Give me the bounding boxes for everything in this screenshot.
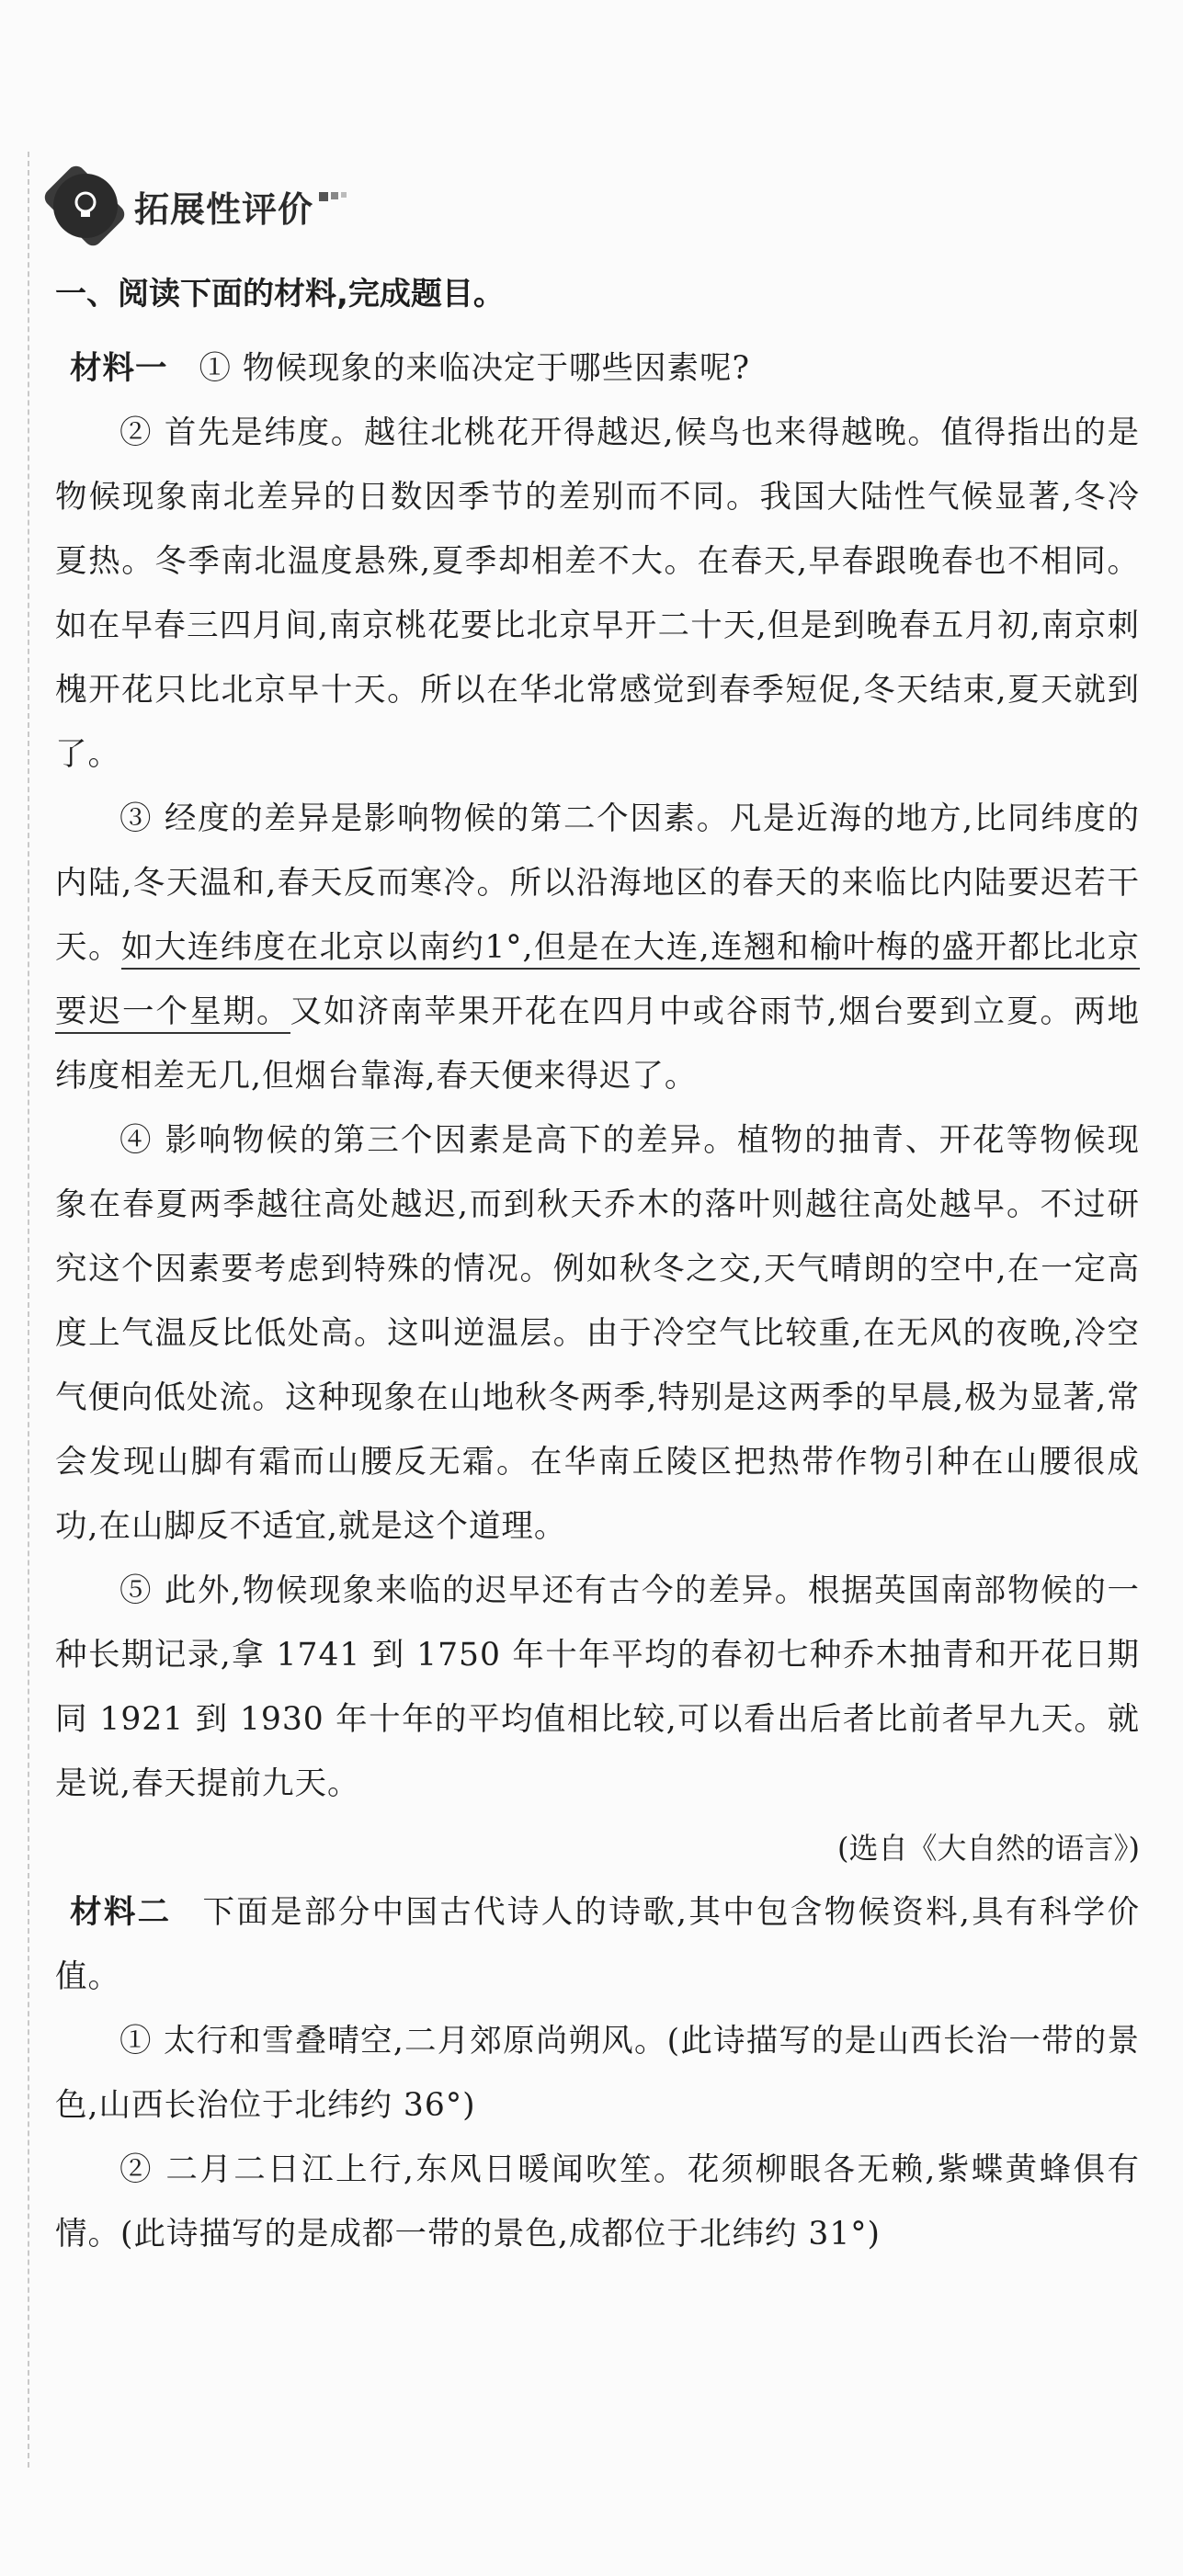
material2-intro-text: 下面是部分中国古代诗人的诗歌,其中包含物候资料,具有科学价值。 (55, 1894, 1141, 1995)
header-title: 拓展性评价 (134, 188, 314, 230)
material1-source: (选自《大自然的语言》) (837, 1831, 1140, 1866)
material1-p1-text: ① 物候现象的来临决定于哪些因素呢? (199, 350, 750, 387)
lightbulb-icon (53, 174, 118, 238)
material2-p1: ① 太行和雪叠晴空,二月郊原尚朔风。(此诗描写的是山西长治一带的景色,山西长治位于北纬约 36°) (55, 2023, 1140, 2124)
material1-p2: ② 首先是纬度。越往北桃花开得越迟,候鸟也来得越晚。值得指出的是物候现象南北差异的日数因季节的差别而不同。我国大陆性气候显著,冬冷夏热。冬季南北温度悬殊,夏季却相差不大。在春天,早春跟晚春也不相同。如在早春三四月间,南京桃花要比北京早开二十天,但是到晚春五月初,南京刺槐开花只比北京早十天。所以在华北常感觉到春季短促,冬天结束,夏天就到了。 (55, 414, 1140, 773)
decoration-squares (319, 192, 347, 201)
content (55, 267, 1140, 2266)
material1-p4: ④ 影响物候的第三个因素是高下的差异。植物的抽青、开花等物候现象在春夏两季越往高处越迟,而到秋天乔木的落叶则越往高处越早。不过研究这个因素要考虑到特殊的情况。例如秋冬之交,天气晴朗的空中,在一定高度上气温反比低处高。这叫逆温层。由于冷空气比较重,在无风的夜晚,冷空气便向低处流。这种现象在山地秋冬两季,特别是这两季的早晨,极为显著,常会发现山脚有霜而山腰反无霜。在华南丘陵区把热带作物引种在山腰很成功,在山脚反不适宜,就是这个道理。 (55, 1122, 1140, 1545)
material1-p1 (55, 336, 1140, 401)
material2-label: 材料二 (70, 1894, 172, 1931)
material1-p3-b: 又如济南苹果开花在四月中或谷雨节,烟台要到立夏。两地纬度相差无几,但烟台靠海,春天便来得迟了。 (55, 993, 1141, 1095)
section-header (53, 171, 347, 241)
material1-p3 (55, 787, 1140, 1108)
material1-p5: ⑤ 此外,物候现象来临的迟早还有古今的差异。根据英国南部物候的一种长期记录,拿 1741 到 1750 年十年平均的春初七种乔木抽青和开花日期同 1921 到 1930 年十年的平均值相比较,可以看出后者比前者早九天。就是说,春天提前九天。 (55, 1572, 1140, 1802)
margin-rule (28, 152, 29, 2468)
material2-intro (55, 1880, 1140, 2009)
material1-label: 材料一 (70, 350, 168, 387)
material1-p3-a: ③ 经度的差异是影响物候的第二个因素。凡是近海的地方,比同纬度的内陆,冬天温和,春天反而寒冷。所以沿海地区的春天的来临比内陆要迟若干天。 (55, 800, 1140, 966)
material1-p3-underlined: 如大连纬度在北京以南约1°,但是在大连,连翘和榆叶梅的盛开都比北京要迟一个星期。 (55, 929, 1140, 1034)
section-title: 一、阅读下面的材料,完成题目。 (55, 276, 505, 312)
material2-p2: ② 二月二日江上行,东风日暖闻吹笙。花须柳眼各无赖,紫蝶黄蜂俱有情。(此诗描写的是成都一带的景色,成都位于北纬约 31°) (55, 2151, 1140, 2253)
